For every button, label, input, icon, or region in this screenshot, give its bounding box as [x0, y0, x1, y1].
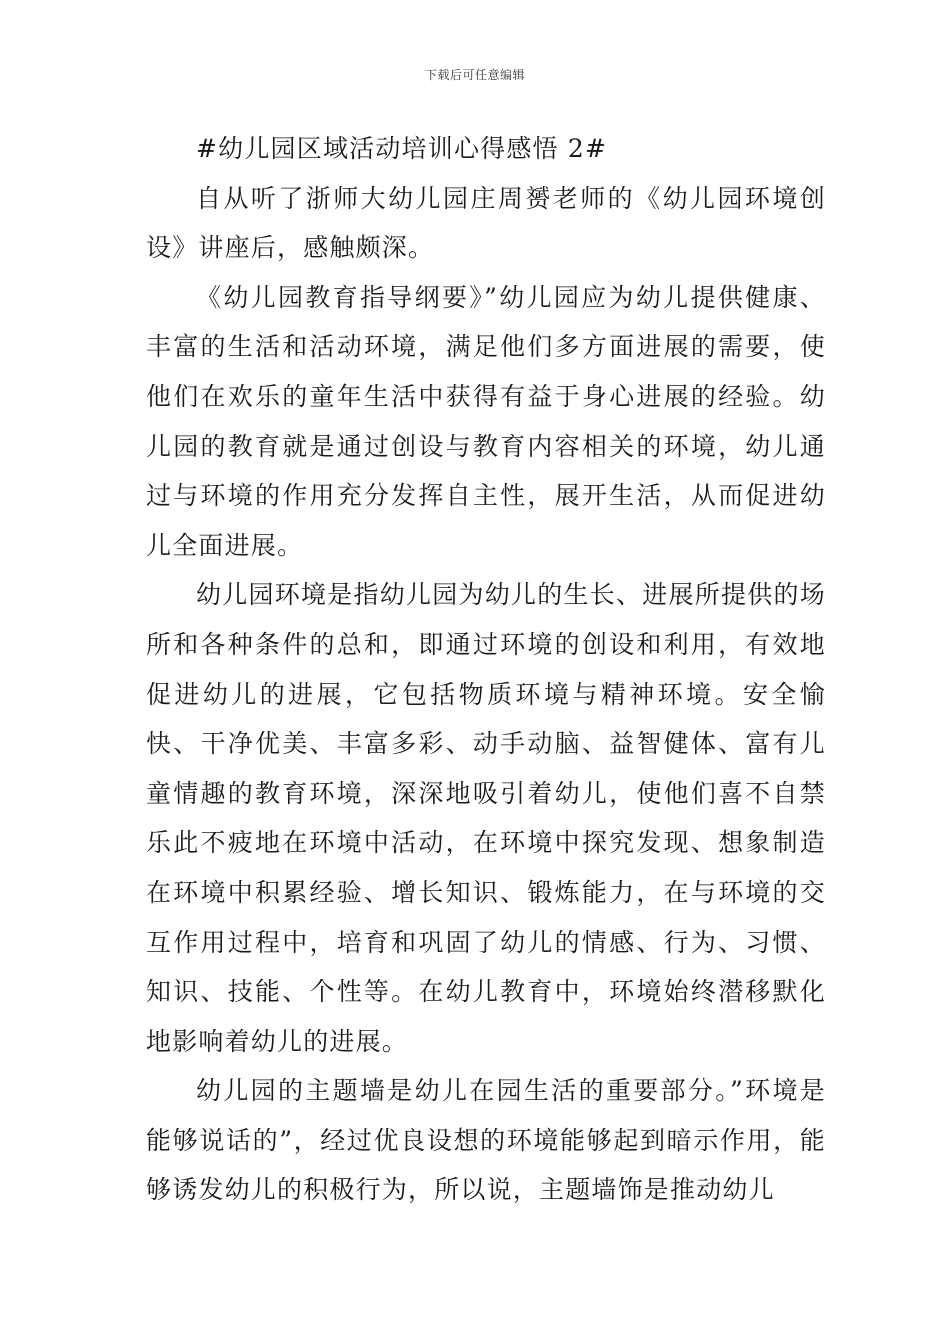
page-header-note: 下载后可任意编辑	[424, 68, 525, 82]
document-body	[146, 124, 826, 1215]
document-title: #幼儿园区域活动培训心得感悟 2#	[196, 134, 608, 163]
paragraph-intro: 自从听了浙师大幼儿园庄周赟老师的《幼儿园环境创设》讲座后，感触颇深。	[146, 183, 826, 263]
paragraph-theme-wall: 幼儿园的主题墙是幼儿在园生活的重要部分。”环境是能够说话的”，经过优良设想的环境能够起到暗示作用，能够诱发幼儿的积极行为，所以说，主题墙饰是推动幼儿	[146, 1076, 826, 1205]
paragraph-environment: 幼儿园环境是指幼儿园为幼儿的生长、进展所提供的场所和各种条件的总和，即通过环境的创设和利用，有效地促进幼儿的进展，它包括物质环境与精神环境。安全愉快、干净优美、丰富多彩、动手动脑、益智健体、富有儿童情趣的教育环境，深深地吸引着幼儿，使他们喜不自禁乐此不疲地在环境中活动，在环境中探究发现、想象制造在环境中积累经验、增长知识、锻炼能力，在与环境的交互作用过程中，培育和巩固了幼儿的情感、行为、习惯、知识、技能、个性等。在幼儿教育中，环境始终潜移默化地影响着幼儿的进展。	[146, 580, 826, 1056]
paragraph-guideline: 《幼儿园教育指导纲要》”幼儿园应为幼儿提供健康、丰富的生活和活动环境，满足他们多方面进展的需要，使他们在欢乐的童年生活中获得有益于身心进展的经验。幼儿园的教育就是通过创设与教育内容相关的环境，幼儿通过与环境的作用充分发挥自主性，展开生活，从而促进幼儿全面进展。	[146, 282, 826, 560]
